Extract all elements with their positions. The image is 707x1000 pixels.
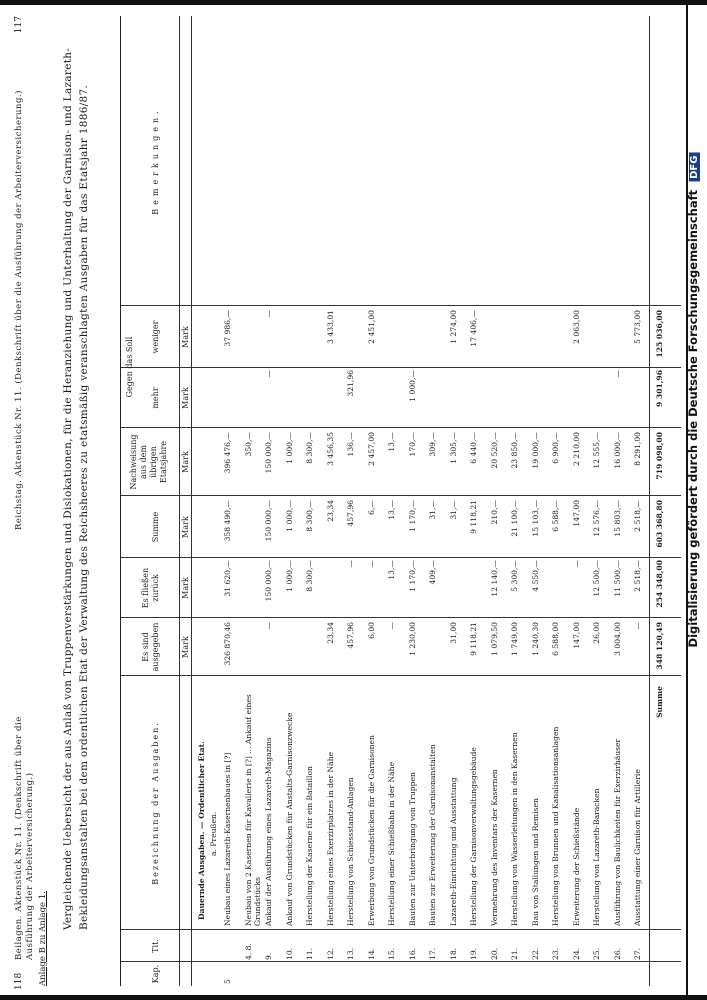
cell-description: Bauten zur Erweiterung der Garnisonanstalten	[428, 744, 437, 926]
cell-sum: 31,—	[448, 500, 458, 520]
total-rule	[649, 16, 650, 986]
cell-spent: —	[633, 622, 642, 630]
cell-returned: 5 300,—	[510, 560, 519, 592]
cell-spent: 1 749,00	[510, 622, 519, 656]
page-number-right: 117	[14, 16, 24, 34]
cell-tit: 26.	[612, 947, 622, 960]
cell-returned: 13,—	[387, 560, 396, 580]
cell-estimate: 309,—	[428, 432, 437, 457]
cell-spent: —	[387, 622, 396, 630]
cell-tit: 9.	[264, 952, 273, 960]
cell-estimate: 2 457,00	[366, 432, 376, 466]
cell-tit: 13.	[346, 947, 355, 960]
cell-tit: 17.	[428, 947, 437, 960]
cell-description: Herstellung der Kaserne für ein Bataillon	[305, 766, 314, 926]
cell-returned: —	[571, 560, 581, 568]
cell-less: 37 986,—	[223, 310, 232, 347]
cell-estimate: 150 000,—	[264, 432, 273, 474]
cell-tit: 12.	[325, 947, 335, 960]
cell-estimate: 8 291,00	[633, 432, 642, 466]
cell-sum: 358 490,—	[223, 500, 232, 542]
cell-tit: 24.	[571, 947, 581, 960]
cell-spent: 1 230,00	[407, 622, 417, 656]
cell-estimate: 16 000,—	[612, 432, 622, 469]
cell-description: Neubau von 2 Kasernen für Kavallerie in [?] ... Ankauf eines Grundstücks	[243, 694, 262, 926]
total-estimate: 719 098,00	[655, 432, 664, 480]
cell-spent: 26,00	[592, 622, 601, 644]
dfg-logo: DFG	[689, 153, 700, 182]
running-head-left: Beilagen. Aktenstück Nr. 11. (Denkschrift über die Ausführung der Arbeiterversicherung.)	[14, 716, 35, 960]
cell-description: Lazareth-Einrichtung und Ausstattung	[448, 777, 458, 926]
unit-mark: Mark	[181, 387, 190, 409]
cell-returned: 1 170,—	[407, 560, 417, 592]
cell-description: Erweiterung der Schießstände	[571, 807, 581, 926]
cell-description: Erwerbung von Grundstücken für die Garnisonen	[366, 735, 376, 926]
cell-spent: 31,00	[448, 622, 458, 644]
cell-description: Ausführung von Baulichkeiten für Exerzirhäuser	[612, 738, 622, 926]
cell-returned: —	[366, 560, 376, 568]
cell-more: —	[264, 370, 273, 378]
dfg-banner-text: Digitalisierung gefördert durch die Deutsche Forschungsgemeinschaft	[686, 189, 700, 648]
cell-description: Herstellung von Schiessstand-Anlagen	[346, 777, 355, 926]
dfg-banner	[681, 0, 705, 1000]
cell-estimate: 3 456,35	[325, 432, 335, 466]
cell-description: Ankauf von Grundstücken für Anstalts-Garnisonzwecke	[284, 712, 294, 926]
col-rule	[121, 617, 681, 618]
col-rule	[121, 557, 681, 558]
cell-estimate: 20 520,—	[489, 432, 499, 469]
cell-tit: 14.	[366, 947, 376, 960]
unit-mark: Mark	[181, 326, 190, 348]
total-more: 9 301,96	[655, 370, 664, 407]
cell-less: 3 433,01	[325, 310, 335, 344]
col-rule	[121, 305, 681, 306]
cell-sum: 13,—	[387, 500, 396, 520]
cell-tit: 20.	[489, 947, 499, 960]
col-rule	[121, 367, 681, 368]
cell-returned: 12 500,—	[592, 560, 601, 597]
cell-estimate: 6 900,—	[551, 432, 560, 464]
cell-spent: 1 079,50	[489, 622, 499, 656]
cell-estimate: 350,—	[243, 432, 253, 457]
cell-description: Herstellung der Garnisonverwaltungsgebäude	[469, 747, 478, 926]
cell-tit: 10.	[284, 947, 294, 960]
header-rule	[179, 16, 180, 986]
cell-sum: 23,34	[325, 500, 335, 522]
cell-description: Herstellung von Brunnen und Kanalisationsanlagen	[551, 726, 560, 926]
cell-sum: 8 300,—	[305, 500, 314, 532]
cell-description: Herstellung einer Schießbahn in der Nähe	[387, 761, 396, 926]
cell-tit: 4. 8.	[243, 943, 253, 960]
cell-estimate: 1 305,—	[448, 432, 458, 464]
rotated-page-content	[8, 0, 698, 1000]
unit-mark: Mark	[181, 451, 190, 473]
col-rule	[121, 427, 681, 428]
cell-tit: 27.	[633, 947, 642, 960]
cell-description: Ankauf der Ausführung eines Lazareth-Magazins	[264, 737, 273, 926]
total-label: Summe	[655, 686, 664, 718]
cell-estimate: 396 476,—	[223, 432, 232, 474]
header-kap: Kap.	[151, 964, 160, 984]
cell-less: 17 406,—	[469, 310, 478, 347]
cell-spent: 6,00	[366, 622, 376, 639]
cell-returned: 11 500,—	[612, 560, 622, 597]
table-title: Vergleichende Uebersicht der aus Anlaß von Truppenverstärkungen und Dislokationen, für die Heranziehung und Unterhaltung der Garnison- und Lazareth-Bekleidungsanstalten bei dem ordentlichen Etat der Verwaltung des Reichsheeres zu etatsmäßig veranschlagten Ausgaben für das Etatsjahr 1886/87.	[62, 47, 91, 930]
cell-returned: 150 000,—	[264, 560, 273, 602]
cell-less: 5 773,00	[633, 310, 642, 344]
cell-tit: 23.	[551, 947, 560, 960]
header-description: Bezeichnung der Ausgaben.	[151, 721, 160, 885]
cell-spent: 3 004,00	[612, 622, 622, 656]
header-tit: Tit.	[151, 939, 160, 953]
cell-estimate: 6 440,—	[469, 432, 478, 464]
cell-more: 321,96	[346, 370, 355, 397]
total-less: 125 036,00	[655, 310, 664, 358]
header-estimate: Nachweisung aus dem übrigen Etatsjahre	[129, 434, 168, 490]
cell-sum: 6,—	[366, 500, 376, 515]
cell-description: Herstellung von Wasserleitungen in den Kasernen	[510, 732, 519, 926]
cell-description: Vermehrung des Inventars der Kasernen	[489, 769, 499, 926]
header-less: weniger	[151, 320, 160, 354]
page-number-left: 118	[14, 972, 24, 990]
header-returned: Es fließen zurück	[141, 567, 160, 609]
cell-returned: 2 518,—	[633, 560, 642, 592]
cell-less: —	[264, 310, 273, 318]
cell-sum: 1 170,—	[407, 500, 417, 532]
cell-spent: —	[264, 622, 273, 630]
cell-tit: 22.	[530, 947, 540, 960]
cell-returned: 8 300,—	[305, 560, 314, 592]
cell-less: 1 274,00	[448, 310, 458, 344]
col-rule	[121, 961, 681, 962]
cell-more: 1 000,—	[407, 370, 417, 402]
cell-sum: 15 103,—	[530, 500, 540, 537]
expenditure-table: Kap. Tit. Bezeichnung der Ausgaben. Es sind ausgegeben Es fließen zurück Summe Nachweisung aus dem übrigen Etatsjahre Gegen das Soll mehr weniger Bemerkungen. Mark Mark Mark Mark Mark Mark Dauernde Ausgaben. — Ordentlicher Etat. a. Preußen. 5 Neubau eines Lazareth-Kasernenbaues in [?] 326 870,46 31 620,— 358 490,— 396 476,— 37 986,— 4. 8. Neubau von 2 Kasernen für Kavallerie in [?] ... Ankauf eines Grundstücks 350,— 9. Ankauf der Ausführung eines Lazareth-Magazins — 150 000,— 150 000,— 150 000,— — — 10. Ankauf von Grundstücken für Anstalts-Garnisonzwecke 1 000,— 1 000,— 1 000,— 11. Herstellung der Kaserne für ein Bataillon 8 300,— 8 300,— 8 300,— 12. Herstellung eines Exerzirplatzes in der Nähe 23,34 23,34 3 456,35 3 433,01 13. Herstellung von Schiessstand-Anlagen 457,96 — 457,96 136,— 321,96 14. Erwerbung von Grundstücken für die Garnisonen 6,00 — 6,— 2 457,00 2 451,00 15. Herstellung einer Schießbahn in der Nähe — 13,— 13,— 13,— 16. Bauten zur Unterbringung von Truppen 1 230,00 1 170,— 1 170,— 170,— 1 000,— 17. Bauten zur Erweiterung der Garnisonanstalten 409,— 31,— 309,— 18. Lazareth-Einrichtung und Ausstattung 31,00 31,— 1 305,— 1 274,00 19. Herstellung der Garnisonverwaltungsgebäude 9 118,21 9 118,21 6 440,— 17 406,— 20. Vermehrung des Inventars der Kasernen 1 079,50 12 140,— 210,— 20 520,— 21. Herstellung von Wasserleitungen in den Kasernen 1 749,00 5 300,— 21 100,— 23 850,— 22. Bau von Stallungen und Remisen 1 240,30 4 550,— 15 103,— 19 000,— 23. Herstellung von Brunnen und Kanalisationsanlagen 6 588,00 6 588,— 6 900,— 24. Erweiterung der Schießstände 147,00 — 147,00 2 210,00 2 063,00 25. Herstellung von Lazareth-Baracken 26,00 12 500,— 12 576,— 12 555,— 26. Ausführung von Baulichkeiten für Exerzirhäuser 3 004,00 11 500,— 15 803,— 16 000,— — 27. Ausstattung einer Garnison für Artillerie — 2 518,— 2 518,— 8 291,00 5 773,00 Summe 348 120,49 254 348,00 603 368,80 719 098,00 9 301,96 125 036,00	[120, 16, 681, 986]
cell-spent: 1 240,30	[530, 622, 540, 656]
cell-tit: 19.	[469, 947, 478, 960]
header-sum: Summe	[151, 511, 160, 543]
unit-mark: Mark	[181, 577, 190, 599]
cell-estimate: 23 850,—	[510, 432, 519, 469]
header-remarks: Bemerkungen.	[151, 107, 160, 215]
unit-mark: Mark	[181, 636, 190, 658]
cell-description: Neubau eines Lazareth-Kasernenbaues in [?]	[223, 752, 232, 926]
col-rule	[121, 495, 681, 496]
cell-sum: 147,00	[571, 500, 581, 527]
unit-mark: Mark	[181, 516, 190, 538]
cell-estimate: 170,—	[407, 432, 417, 457]
cell-spent: 9 118,21	[469, 622, 478, 656]
header-more: mehr	[151, 387, 160, 409]
cell-description: Herstellung von Lazareth-Baracken	[592, 788, 601, 926]
cell-returned: 4 550,—	[530, 560, 540, 592]
cell-sum: 2 518,—	[633, 500, 642, 532]
cell-more: —	[612, 370, 622, 378]
total-spent: 348 120,49	[655, 622, 664, 670]
cell-tit: 25.	[592, 947, 601, 960]
cell-description: Bauten zur Unterbringung von Truppen	[407, 772, 417, 926]
cell-returned: 1 000,—	[284, 560, 294, 592]
cell-description: Bau von Stallungen und Remisen	[530, 798, 540, 926]
cell-estimate: 136,—	[346, 432, 355, 457]
cell-sum: 457,96	[346, 500, 355, 527]
cell-returned: 12 140,—	[489, 560, 499, 597]
cell-tit: 18.	[448, 947, 458, 960]
cell-spent: 326 870,46	[223, 622, 232, 666]
cell-sum: 150 000,—	[264, 500, 273, 542]
cell-less: 2 063,00	[571, 310, 581, 344]
cell-description: Herstellung eines Exerzirplatzes in der Nähe	[325, 751, 335, 926]
cell-sum: 210,—	[489, 500, 499, 525]
cell-less: 2 451,00	[366, 310, 376, 344]
annex-reference: Anlage B zu Anlage 1.	[38, 891, 48, 986]
cell-estimate: 1 000,—	[284, 432, 294, 464]
cell-spent: 457,96	[346, 622, 355, 649]
cell-tit: 15.	[387, 947, 396, 960]
cell-estimate: 8 300,—	[305, 432, 314, 464]
header-group-vs-target: Gegen das Soll	[125, 336, 134, 398]
cell-returned: 31 620,—	[223, 560, 232, 597]
cell-sum: 6 588,—	[551, 500, 560, 532]
cell-sum: 12 576,—	[592, 500, 601, 537]
total-returned: 254 348,00	[655, 560, 664, 608]
cell-estimate: 19 000,—	[530, 432, 540, 469]
cell-sum: 1 000,—	[284, 500, 294, 532]
cell-sum: 15 803,—	[612, 500, 622, 537]
running-head-right: Reichstag. Aktenstück Nr. 11. (Denkschrift über die Ausführung der Arbeiterversicherung.)	[14, 90, 24, 530]
cell-sum: 9 118,21	[469, 500, 478, 534]
cell-sum: 21 100,—	[510, 500, 519, 537]
cell-estimate: 2 210,00	[571, 432, 581, 466]
cell-returned: —	[346, 560, 355, 568]
cell-spent: 147,00	[571, 622, 581, 649]
header-spent: Es sind ausgegeben	[141, 622, 160, 672]
cell-tit: 16.	[407, 947, 417, 960]
col-rule	[121, 929, 681, 930]
cell-description: Ausstattung einer Garnison für Artillerie	[633, 769, 642, 926]
cell-tit: 11.	[305, 947, 314, 960]
cell-estimate: 13,—	[387, 432, 396, 452]
cell-tit: 21.	[510, 947, 519, 960]
cell-estimate: 12 555,—	[592, 432, 601, 469]
cell-sum: 31,—	[428, 500, 437, 520]
cell-kap: 5	[223, 979, 232, 984]
unit-rule	[191, 16, 192, 986]
cell-returned: 409,—	[428, 560, 437, 585]
total-sum: 603 368,80	[655, 500, 664, 548]
cell-spent: 23,34	[325, 622, 335, 644]
cell-spent: 6 588,00	[551, 622, 560, 656]
